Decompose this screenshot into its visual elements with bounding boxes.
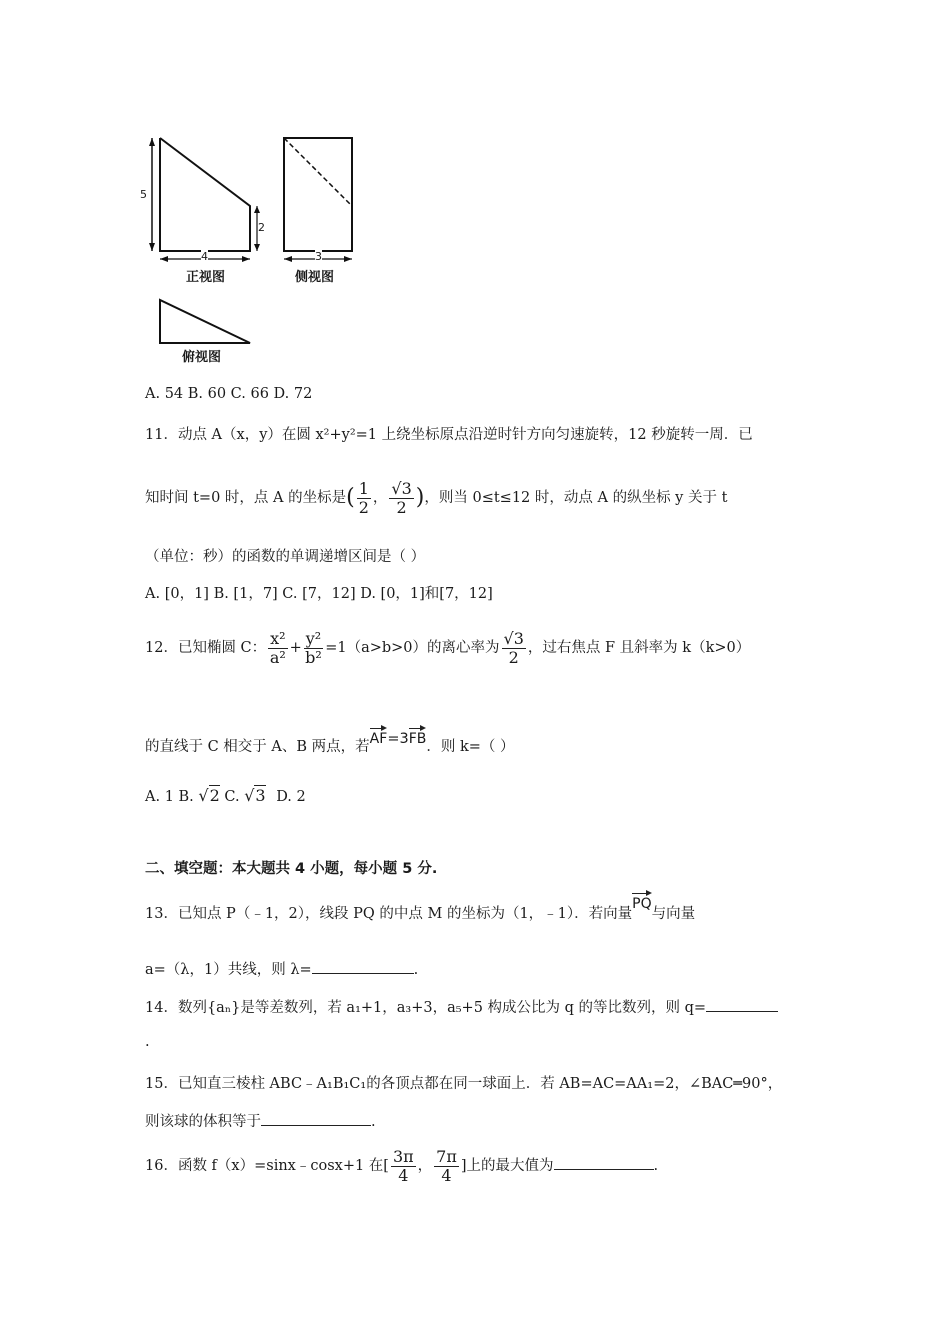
vector-eq: =3 bbox=[387, 731, 409, 747]
dim-base-label: 4 bbox=[201, 250, 208, 263]
q16-post: ]上的最大值为 bbox=[460, 1158, 554, 1174]
dim-height-label: 5 bbox=[140, 188, 147, 201]
q11-frac-half bbox=[357, 480, 371, 517]
q16-line bbox=[145, 1144, 658, 1188]
answer-blank[interactable] bbox=[261, 1111, 371, 1126]
q11-line2-pre: 知时间 t=0 时，点 A 的坐标是 bbox=[145, 490, 347, 506]
three-view-figure bbox=[140, 128, 360, 368]
ellipse-y-term bbox=[304, 630, 323, 667]
side-view-label: 侧视图 bbox=[295, 270, 335, 285]
top-view-label: 俯视图 bbox=[182, 350, 222, 365]
q13-line2 bbox=[145, 958, 418, 979]
q12-line1: 12．已知椭圆 C： $\frac{\text{x²}}{\text{a²}}$ + $\frac{\text{y²}}{\text{b²}}$ =1（a>b>0）的离心率为 $\frac{√3}{2}$ ，过右焦点 F 且斜率为 k（k>0） bbox=[145, 628, 751, 667]
q12-option-c: C. bbox=[224, 789, 240, 805]
q13-line1-pre: 13．已知点 P（﹣1，2），线段 PQ 的中点 M 的坐标为（1，﹣1）．若向量 bbox=[145, 906, 633, 922]
vector-fb: FB bbox=[408, 731, 427, 747]
front-view-label: 正视图 bbox=[186, 270, 226, 285]
frac-num: 1 bbox=[358, 478, 369, 498]
three-view-drawing bbox=[140, 128, 360, 368]
frac-num: 3π bbox=[392, 1146, 414, 1166]
frac-num: √3 bbox=[503, 628, 524, 648]
vector-af: AF bbox=[369, 731, 388, 747]
frac-num: y² bbox=[305, 628, 322, 648]
dim-side-label: 3 bbox=[315, 250, 322, 263]
q15-line1: 15．已知直三棱柱 ABC﹣A₁B₁C₁的各顶点都在同一球面上．若 AB=AC=AA₁=2，∠BAC═90°， bbox=[145, 1076, 783, 1092]
q11-line1: 11．动点 A（x，y）在圆 x²+y²=1 上绕坐标原点沿逆时针方向匀速旋转，12 秒旋转一周．已 bbox=[145, 427, 753, 443]
q14-line1 bbox=[145, 996, 778, 1017]
q13-line1 bbox=[145, 896, 696, 923]
q11-line2: 知时间 t=0 时，点 A 的坐标是( $\frac{1}{2}$ ， $\frac{√3}{2}$ )，则当 0≤t≤12 时，动点 A 的纵坐标 y 关于 t bbox=[145, 478, 728, 517]
q13-line1-post: 与向量 bbox=[651, 906, 696, 922]
frac-num: x² bbox=[270, 628, 286, 648]
q11-frac-root3 bbox=[389, 480, 413, 517]
answer-blank[interactable] bbox=[706, 997, 778, 1012]
q12-mid: （a>b>0）的离心率为 bbox=[346, 640, 500, 656]
q16-end: . bbox=[653, 1158, 659, 1174]
dim-right-label: 2 bbox=[258, 221, 265, 234]
q13-line2-pre: a=（λ，1）共线，则 λ= bbox=[145, 962, 312, 978]
q12-pre: 12．已知椭圆 C： bbox=[145, 640, 267, 656]
frac-den: b² bbox=[305, 647, 322, 667]
q12-line2-pre: 的直线于 C 相交于 A、B 两点，若 bbox=[145, 739, 370, 755]
sqrt-3: √3 bbox=[244, 786, 266, 805]
frac-3pi-4 bbox=[391, 1148, 416, 1185]
frac-den: 2 bbox=[396, 497, 407, 517]
q12-option-d: D. 2 bbox=[276, 789, 306, 805]
q13-line2-post: . bbox=[413, 962, 419, 978]
q16-sep: ， bbox=[417, 1158, 433, 1174]
frac-den: 4 bbox=[398, 1165, 409, 1185]
frac-den: 2 bbox=[358, 497, 369, 517]
frac-num: √3 bbox=[391, 478, 412, 498]
q15-line2-post: . bbox=[371, 1114, 376, 1130]
answer-blank[interactable] bbox=[554, 1155, 654, 1170]
ellipse-x-term bbox=[268, 630, 287, 667]
frac-den: 4 bbox=[441, 1165, 452, 1185]
frac-den: a² bbox=[269, 647, 286, 667]
q15-line2 bbox=[145, 1110, 376, 1131]
q12-option-a: A. 1 B. bbox=[145, 789, 194, 805]
q16-pre: 16．函数 f（x）=sinx﹣cosx+1 在[ bbox=[145, 1158, 389, 1174]
radicand: 3 bbox=[255, 786, 266, 805]
q14-text: 14．数列{aₙ}是等差数列，若 a₁+1，a₃+3，a₅+5 构成公比为 q 的等比数列，则 q= bbox=[145, 1000, 707, 1016]
q11-options: A. [0，1] B. [1，7] C. [7，12] D. [0，1]和[7，12] bbox=[145, 586, 493, 602]
q12-post: ，过右焦点 F 且斜率为 k（k>0） bbox=[527, 640, 751, 656]
frac-num: 7π bbox=[436, 1146, 457, 1166]
q12-line2-post: ．则 k=（ ） bbox=[426, 739, 515, 755]
frac-7pi-4 bbox=[434, 1148, 459, 1185]
radicand: 2 bbox=[209, 786, 220, 805]
answer-blank[interactable] bbox=[312, 959, 414, 974]
frac-den: 2 bbox=[508, 647, 519, 667]
ellipse-rhs: =1 bbox=[325, 640, 347, 656]
eccentricity-frac bbox=[502, 630, 526, 667]
q12-options bbox=[145, 786, 306, 805]
q11-line3: （单位：秒）的函数的单调递增区间是（ ） bbox=[145, 549, 426, 565]
q12-line2 bbox=[145, 731, 515, 756]
section2-title: 二、填空题：本大题共 4 小题，每小题 5 分. bbox=[145, 861, 438, 877]
q14-line2: . bbox=[145, 1034, 150, 1050]
q11-line2-post: ，则当 0≤t≤12 时，动点 A 的纵坐标 y 关于 t bbox=[424, 490, 728, 506]
q15-line2-pre: 则该球的体积等于 bbox=[145, 1114, 261, 1130]
sqrt-2: √2 bbox=[198, 786, 220, 805]
q10-options: A. 54 B. 60 C. 66 D. 72 bbox=[145, 386, 313, 402]
vector-pq: PQ bbox=[632, 896, 652, 912]
